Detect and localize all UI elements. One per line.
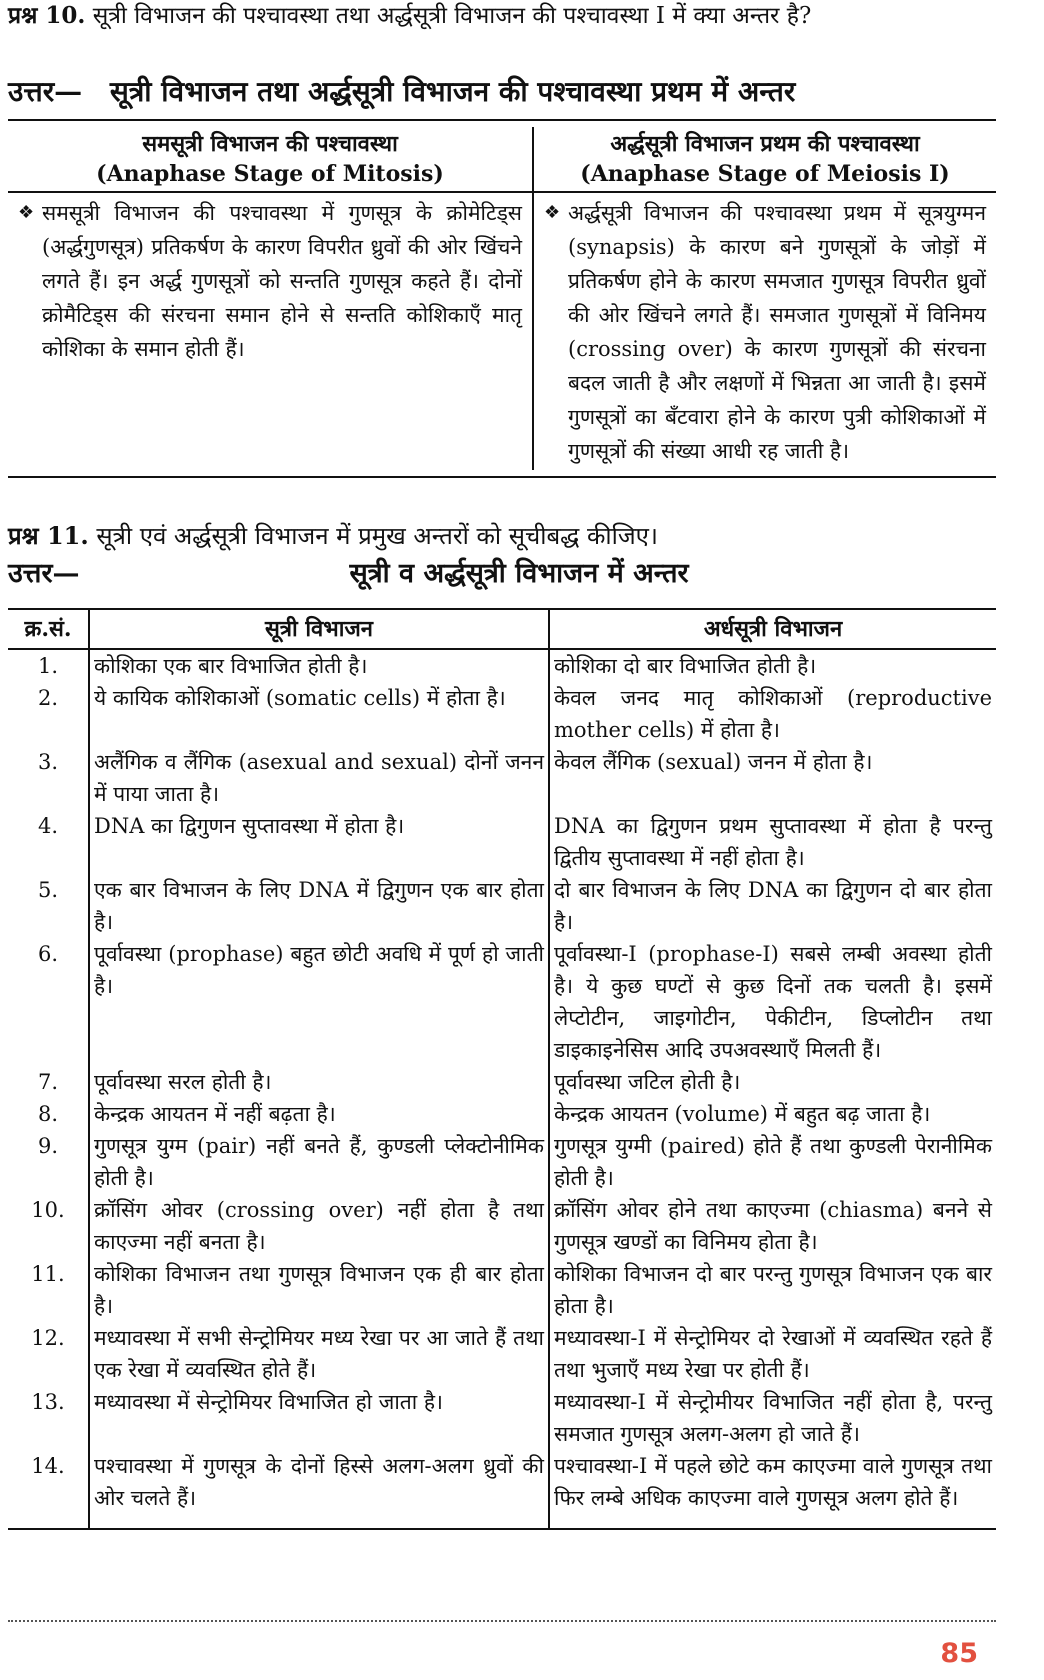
- mitosis-cell: ये कायिक कोशिकाओं (somatic cells) में होता है।: [89, 682, 549, 746]
- mitosis-cell: केन्द्रक आयतन में नहीं बढ़ता है।: [89, 1098, 549, 1130]
- serial-cell: 10.: [8, 1194, 89, 1258]
- mitosis-cell: पूर्वावस्था (prophase) बहुत छोटी अवधि में पूर्ण हो जाती है।: [89, 938, 549, 1066]
- mitosis-description-cell: [8, 192, 533, 470]
- mitosis-cell: मध्यावस्था में सेन्ट्रोमियर विभाजित हो जाता है।: [89, 1386, 549, 1450]
- table-row: [8, 1386, 996, 1450]
- answer-10-heading: [8, 74, 1030, 110]
- table-row: [8, 1450, 996, 1529]
- table-row: [8, 1258, 996, 1322]
- mitosis-cell: क्रॉसिंग ओवर (crossing over) नहीं होता है तथा काएज्मा नहीं बनता है।: [89, 1194, 549, 1258]
- meiosis-cell: केन्द्रक आयतन (volume) में बहुत बढ़ जाता है।: [554, 1102, 931, 1126]
- table-top-rule: [8, 119, 996, 121]
- meiosis-cell: कोशिका विभाजन दो बार परन्तु गुणसूत्र विभाजन एक बार होता है।: [554, 1262, 992, 1318]
- mitosis-meiosis-differences-table: [8, 608, 996, 1530]
- page-number: 85: [940, 1638, 978, 1669]
- meiosis-cell: मध्यावस्था-I में सेन्ट्रोमीयर विभाजित नहीं होता है, परन्तु समजात गुणसूत्र अलग-अलग हो जाते हैं।: [554, 1390, 992, 1446]
- serial-cell: 6.: [8, 938, 89, 1066]
- table-body: [8, 649, 996, 1529]
- table-row: [8, 874, 996, 938]
- mitosis-cell: मध्यावस्था में सभी सेन्ट्रोमियर मध्य रेखा पर आ जाते हैं तथा एक रेखा में व्यवस्थित होते हैं।: [89, 1322, 549, 1386]
- serial-cell: 2.: [8, 682, 89, 746]
- meiosis-cell: केवल जनद मातृ कोशिकाओं (reproductive mother cells) में होता है।: [554, 686, 992, 742]
- serial-cell: 13.: [8, 1386, 89, 1450]
- mitosis-cell: अलैंगिक व लैंगिक (asexual and sexual) दोनों जनन में पाया जाता है।: [89, 746, 549, 810]
- meiosis-cell: गुणसूत्र युग्मी (paired) होते हैं तथा कुण्डली पेरानीमिक होती है।: [554, 1134, 992, 1190]
- column-header-meiosis-hindi: अर्द्धसूत्री विभाजन प्रथम की पश्चावस्था: [610, 131, 920, 157]
- meiosis-cell: पश्चावस्था-I में पहले छोटे कम काएज्मा वाले गुणसूत्र तथा फिर लम्बे अधिक काएज्मा वाले गुणसूत्र अलग होते हैं।: [549, 1450, 996, 1529]
- table-row: [8, 810, 996, 874]
- answer-10-title: सूत्री विभाजन तथा अर्द्धसूत्री विभाजन की पश्चावस्था प्रथम में अन्तर: [109, 75, 796, 108]
- column-header-serial: क्र.सं.: [8, 609, 89, 649]
- serial-cell: 3.: [8, 746, 89, 810]
- serial-cell: 9.: [8, 1130, 89, 1194]
- mitosis-cell: कोशिका एक बार विभाजित होती है।: [89, 649, 549, 682]
- serial-cell: 11.: [8, 1258, 89, 1322]
- serial-cell: 4.: [8, 810, 89, 874]
- answer-11-heading: [8, 556, 1030, 592]
- mitosis-cell: पूर्वावस्था सरल होती है।: [89, 1066, 549, 1098]
- meiosis-description-cell: [533, 192, 996, 470]
- question-11-label: प्रश्न 11.: [8, 521, 89, 550]
- table-row: [8, 1098, 996, 1130]
- table-body-row: [8, 192, 996, 470]
- mitosis-cell: DNA का द्विगुणन सुप्तावस्था में होता है।: [89, 810, 549, 874]
- meiosis-cell: मध्यावस्था-I में सेन्ट्रोमियर दो रेखाओं में व्यवस्थित रहते हैं तथा भुजाएँ मध्य रेखा पर होती हैं।: [554, 1326, 992, 1382]
- serial-cell: 1.: [8, 649, 89, 682]
- serial-cell: 8.: [8, 1098, 89, 1130]
- answer-10-label: उत्तर—: [8, 75, 83, 108]
- answer-11-title: सूत्री व अर्द्धसूत्री विभाजन में अन्तर: [349, 558, 689, 589]
- serial-cell: 5.: [8, 874, 89, 938]
- table-row: [8, 938, 996, 1066]
- table-header-row: [8, 609, 996, 649]
- serial-cell: 14.: [8, 1450, 89, 1529]
- bullet-icon: ❖: [18, 202, 35, 223]
- meiosis-cell: पूर्वावस्था-I (prophase-I) सबसे लम्बी अवस्था होती है। ये कुछ घण्टों से कुछ दिनों तक चलती है। इसमें लेप्टोटीन, जाइगोटीन, पेकीटीन, डिप्लोटीन तथा डाइकाइनेसिस आदि उपअवस्थाएँ मिलती हैं।: [554, 942, 992, 1062]
- question-11-text: सूत्री एवं अर्द्धसूत्री विभाजन में प्रमुख अन्तरों को सूचीबद्ध कीजिए।: [96, 522, 658, 550]
- meiosis-cell: दो बार विभाजन के लिए DNA का द्विगुणन दो बार होता है।: [554, 878, 992, 934]
- column-header-mitosis-english: (Anaphase Stage of Mitosis): [96, 161, 444, 187]
- serial-cell: 12.: [8, 1322, 89, 1386]
- table-row: [8, 1322, 996, 1386]
- column-header-meiosis: [533, 127, 996, 192]
- table-row: [8, 1130, 996, 1194]
- column-header-mitosis: [8, 127, 533, 192]
- meiosis-cell: पूर्वावस्था जटिल होती है।: [554, 1070, 741, 1094]
- page-bottom-dotted-rule: [8, 1620, 996, 1622]
- mitosis-cell: कोशिका विभाजन तथा गुणसूत्र विभाजन एक ही बार होता है।: [89, 1258, 549, 1322]
- meiosis-cell: DNA का द्विगुणन प्रथम सुप्तावस्था में होता है परन्तु द्वितीय सुप्तावस्था में नहीं होता है।: [554, 814, 992, 870]
- table-row: [8, 649, 996, 682]
- table-row: [8, 1194, 996, 1258]
- meiosis-cell: क्रॉसिंग ओवर होने तथा काएज्मा (chiasma) बनने से गुणसूत्र खण्डों का विनिमय होता है।: [554, 1198, 992, 1254]
- table-bottom-rule: [8, 476, 996, 478]
- meiosis-cell: कोशिका दो बार विभाजित होती है।: [554, 654, 817, 678]
- table-row: [8, 1066, 996, 1098]
- table-row: [8, 682, 996, 746]
- question-10-label: प्रश्न 10.: [8, 2, 86, 29]
- question-11: [8, 520, 1030, 552]
- mitosis-cell: पश्चावस्था में गुणसूत्र के दोनों हिस्से अलग-अलग ध्रुवों की ओर चलते हैं।: [89, 1450, 549, 1529]
- meiosis-description: अर्द्धसूत्री विभाजन की पश्चावस्था प्रथम में सूत्रयुग्मन (synapsis) के कारण बने गुणसूत्रों के जोड़ों में प्रतिकर्षण होने के कारण समजात गुणसूत्र विपरीत ध्रुवों की ओर खिंचने लगते हैं। समजात गुणसूत्रों में विनिमय (crossing over) के कारण गुणसूत्रों की संरचना बदल जाती है और लक्षणों में भिन्नता आ जाती है। इसमें गुणसूत्रों का बँटवारा होने के कारण पुत्री कोशिकाओं में गुणसूत्रों की संख्या आधी रह जाती है।: [568, 201, 986, 463]
- table-header-row: [8, 127, 996, 192]
- column-header-meiosis-english: (Anaphase Stage of Meiosis I): [580, 161, 950, 187]
- serial-cell: 7.: [8, 1066, 89, 1098]
- column-header-mitosis-hindi: समसूत्री विभाजन की पश्चावस्था: [142, 131, 398, 157]
- meiosis-cell: केवल लैंगिक (sexual) जनन में होता है।: [554, 750, 873, 774]
- column-header-meiosis: अर्धसूत्री विभाजन: [549, 609, 996, 649]
- answer-11-label: उत्तर—: [8, 558, 80, 589]
- mitosis-cell: गुणसूत्र युग्म (pair) नहीं बनते हैं, कुण्डली प्लेक्टोनीमिक होती है।: [89, 1130, 549, 1194]
- question-10: [8, 0, 1030, 32]
- mitosis-meiosis-anaphase-table: [8, 127, 996, 470]
- bullet-icon: ❖: [544, 202, 561, 223]
- column-header-mitosis: सूत्री विभाजन: [89, 609, 549, 649]
- table-row: [8, 746, 996, 810]
- mitosis-cell: एक बार विभाजन के लिए DNA में द्विगुणन एक बार होता है।: [89, 874, 549, 938]
- mitosis-description: समसूत्री विभाजन की पश्चावस्था में गुणसूत्र के क्रोमेटिड्स (अर्द्धगुणसूत्र) प्रतिकर्षण के कारण विपरीत ध्रुवों की ओर खिंचने लगते हैं। इन अर्द्ध गुणसूत्रों को सन्तति गुणसूत्र कहते हैं। दोनों क्रोमैटिड्स की संरचना समान होने से सन्तति कोशिकाएँ मातृ कोशिका के समान होती हैं।: [42, 201, 522, 361]
- question-10-text: सूत्री विभाजन की पश्चावस्था तथा अर्द्धसूत्री विभाजन की पश्चावस्था I में क्या अन्तर है?: [92, 3, 812, 29]
